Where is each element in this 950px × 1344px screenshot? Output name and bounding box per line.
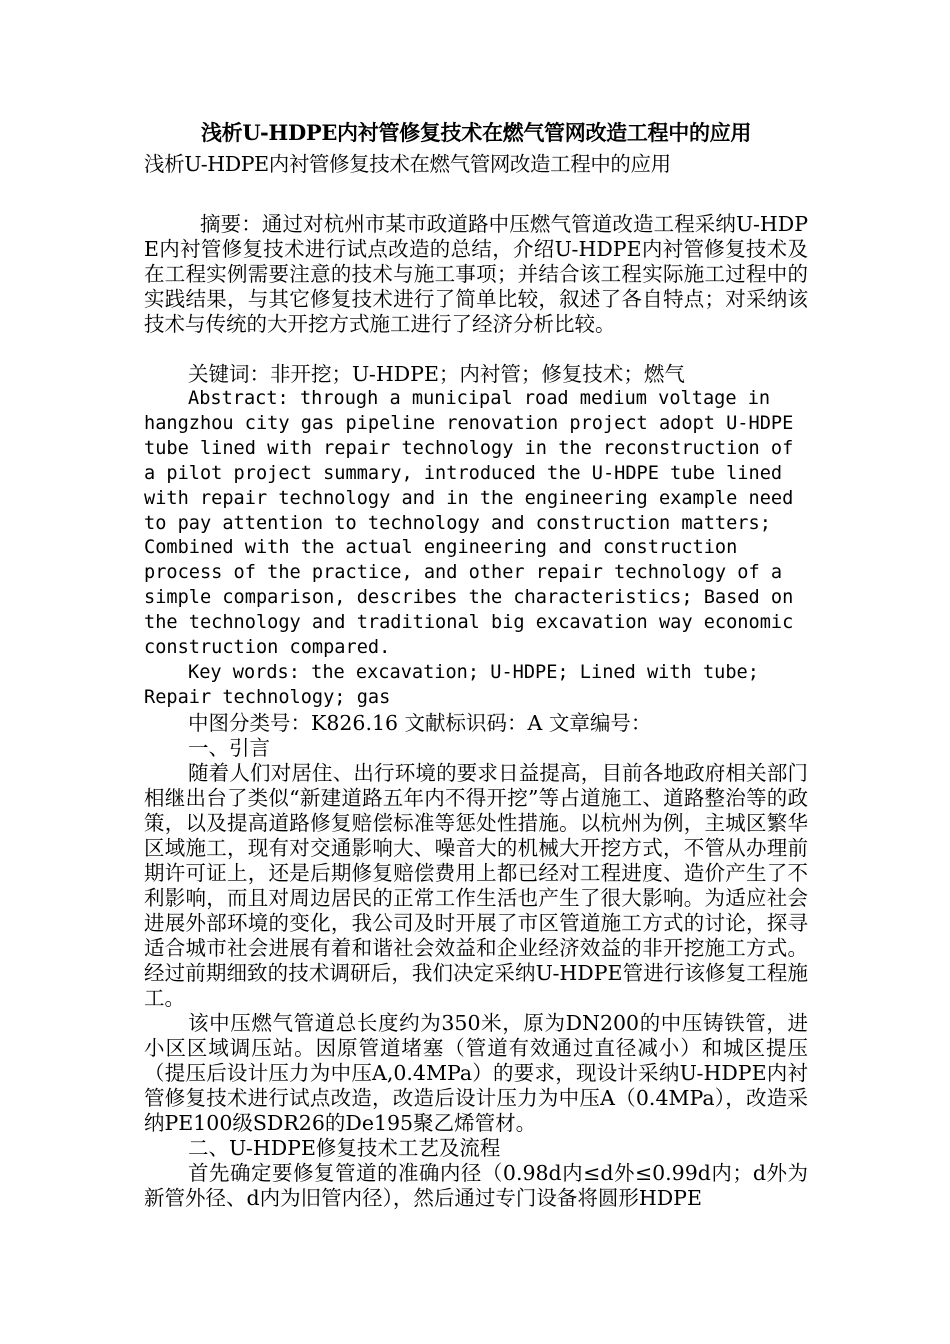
section1-paragraph-2: 该中压燃气管道总长度约为350米，原为DN200的中压铸铁管，进小区区域调压站。因原管道堵塞（管道有效通过直径减小）和城区提压（提压后设计压力为中压A,0.4MPa）的要求，现设计采纳U-HDPE内衬管修复技术进行试点改造，改造后设计压力为中压A（0.4MPa），改造采纳PE100级SDR26的De195聚乙烯管材。 xyxy=(144,1010,808,1135)
document-title: 浅析U-HDPE内衬管修复技术在燃气管网改造工程中的应用 xyxy=(200,120,752,145)
section2-heading: 二、U-HDPE修复技术工艺及流程 xyxy=(188,1135,501,1160)
document-page xyxy=(144,118,808,1211)
section2-paragraph-1: 首先确定要修复管道的准确内径（0.98d内≤d外≤0.99d内；d外为新管外径、d内为旧管内径），然后通过专门设备将圆形HDPE xyxy=(144,1160,808,1210)
document-subtitle: 浅析U-HDPE内衬管修复技术在燃气管网改造工程中的应用 xyxy=(144,152,671,176)
classification-line: 中图分类号：K826.16 文献标识码：A 文章编号： xyxy=(188,710,652,735)
section1-paragraph-1: 随着人们对居住、出行环境的要求日益提高，目前各地政府相关部门相继出台了类似“新建道路五年内不得开挖”等占道施工、道路整治等的政策，以及提高道路修复赔偿标准等惩处性措施。以杭州为例，主城区繁华区域施工，现有对交通影响大、噪音大的机械大开挖方式，不管从办理前期许可证上，还是后期修复赔偿费用上都已经对工程进度、造价产生了不利影响，而且对周边居民的正常工作生活也产生了很大影响。为适应社会进展外部环境的变化，我公司及时开展了市区管道施工方式的讨论，探寻适合城市社会进展有着和谐社会效益和企业经济效益的非开挖施工方式。经过前期细致的技术调研后，我们决定采纳U-HDPE管进行该修复工程施工。 xyxy=(144,760,808,1010)
abstract-cn: 摘要：通过对杭州市某市政道路中压燃气管道改造工程采纳U-HDPE内衬管修复技术进行试点改造的总结，介绍U-HDPE内衬管修复技术及在工程实例需要注意的技术与施工事项；并结合该工程实际施工过程中的实践结果，与其它修复技术进行了简单比较，叙述了各自特点；对采纳该技术与传统的大开挖方式施工进行了经济分析比较。 xyxy=(144,212,808,336)
section1-heading: 一、引言 xyxy=(188,735,270,760)
keywords-cn: 关键词：非开挖；U-HDPE；内衬管；修复技术；燃气 xyxy=(188,362,685,386)
abstract-en: Abstract: through a municipal road medium voltage in hangzhou city gas pipeline renovation project adopt U-HDPE tube lined with repair technology in the reconstruction of a pilot project summary, introduced the U-HDPE tube lined with repair technology and in the engineering example need to pay attention to technology and construction matters; Combined with the actual engineering and construction process of the practice, and other repair technology of a simple comparison, describes the characteristics; Based on the technology and traditional big excavation way economic construction compared. xyxy=(144,388,794,659)
keywords-en: Key words: the excavation; U-HDPE; Lined with tube; Repair technology; gas xyxy=(144,661,759,708)
